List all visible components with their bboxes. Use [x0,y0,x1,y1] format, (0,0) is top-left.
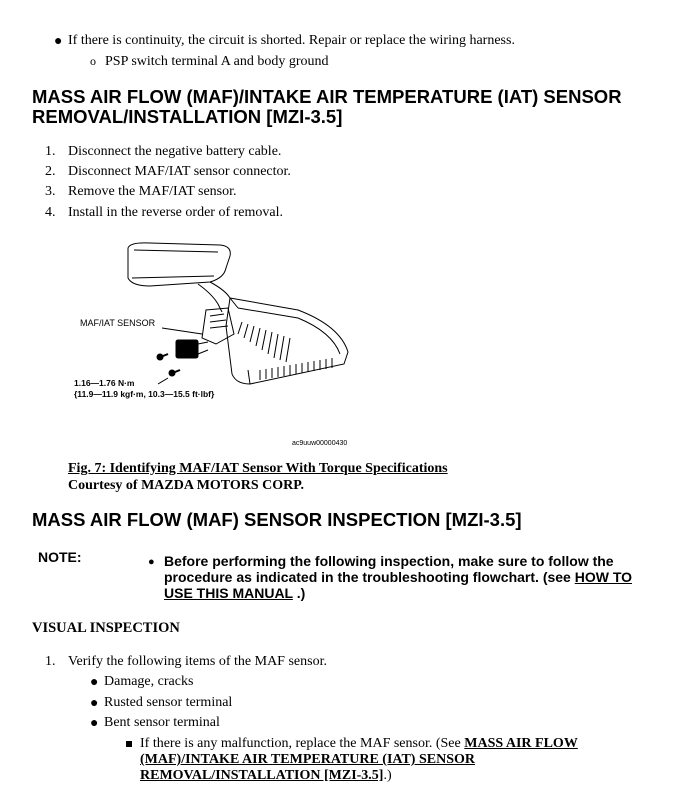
step-text: Disconnect the negative battery cable. [68,144,282,159]
malfunction-line-3: REMOVAL/INSTALLATION [MZI-3.5].) [140,768,392,783]
note-line-2: procedure as indicated in the troubleshooting flowchart. (see HOW TO [164,569,633,585]
step-number: 4. [45,205,56,220]
step-number: 1. [45,654,56,669]
image-code: ac9uuw00000430 [292,440,348,447]
torque-spec-line2: {11.9—11.9 kgf·m, 10.3—15.5 ft·lbf} [74,389,215,399]
figure-caption: Fig. 7: Identifying MAF/IAT Sensor With Torque Specifications [68,461,448,476]
step-number: 3. [45,184,56,199]
visual-inspection-heading: VISUAL INSPECTION [32,620,180,636]
inspection-item: Rusted sensor terminal [104,695,233,710]
step-number: 2. [45,164,56,179]
how-to-use-manual-link-part1[interactable]: HOW TO [574,569,633,585]
step-text: Remove the MAF/IAT sensor. [68,184,237,199]
maf-removal-link-part1[interactable]: MASS AIR FLOW [464,736,578,751]
bullet-marker: ● [90,696,99,711]
step-text: Install in the reverse order of removal. [68,205,283,220]
sensor-callout-label: MAF/IAT SENSOR [80,318,156,328]
note-label: NOTE: [38,549,82,565]
square-bullet-marker [126,741,132,747]
step-text: Disconnect MAF/IAT sensor connector. [68,164,291,179]
section-heading-maf-inspection: MASS AIR FLOW (MAF) SENSOR INSPECTION [MZI-3.5] [32,509,522,530]
section-heading-maf-iat-removal-line1: MASS AIR FLOW (MAF)/INTAKE AIR TEMPERATURE (IAT) SENSOR [32,86,622,107]
figure-courtesy: Courtesy of MAZDA MOTORS CORP. [68,478,305,493]
psp-terminal-text: PSP switch terminal A and body ground [105,54,329,69]
step-text: Verify the following items of the MAF sensor. [68,654,327,669]
bullet-marker: ● [90,675,99,690]
inspection-item: Bent sensor terminal [104,715,220,730]
note-line-1: Before performing the following inspection, make sure to follow the [164,553,614,569]
maf-removal-link-part2[interactable]: (MAF)/INTAKE AIR TEMPERATURE (IAT) SENSOR [140,752,475,767]
malfunction-line-1: If there is any malfunction, replace the MAF sensor. (See MASS AIR FLOW [140,736,578,751]
continuity-bullet-text: If there is continuity, the circuit is shorted. Repair or replace the wiring harness. [68,33,515,48]
bullet-marker: ● [54,34,63,49]
torque-spec-line1: 1.16—1.76 N·m [74,378,135,388]
note-line-3: USE THIS MANUAL .) [164,585,306,601]
how-to-use-manual-link-part2[interactable]: USE THIS MANUAL [164,585,293,601]
bullet-marker: ● [90,716,99,731]
note-bullet-marker: ● [148,556,155,568]
sub-bullet-marker: o [90,54,96,68]
section-heading-maf-iat-removal-line2: REMOVAL/INSTALLATION [MZI-3.5] [32,106,343,127]
maf-removal-link-part3[interactable]: REMOVAL/INSTALLATION [MZI-3.5] [140,768,384,783]
malfunction-line-2 [140,751,475,768]
step-number: 1. [45,144,56,159]
inspection-item: Damage, cracks [104,674,194,689]
